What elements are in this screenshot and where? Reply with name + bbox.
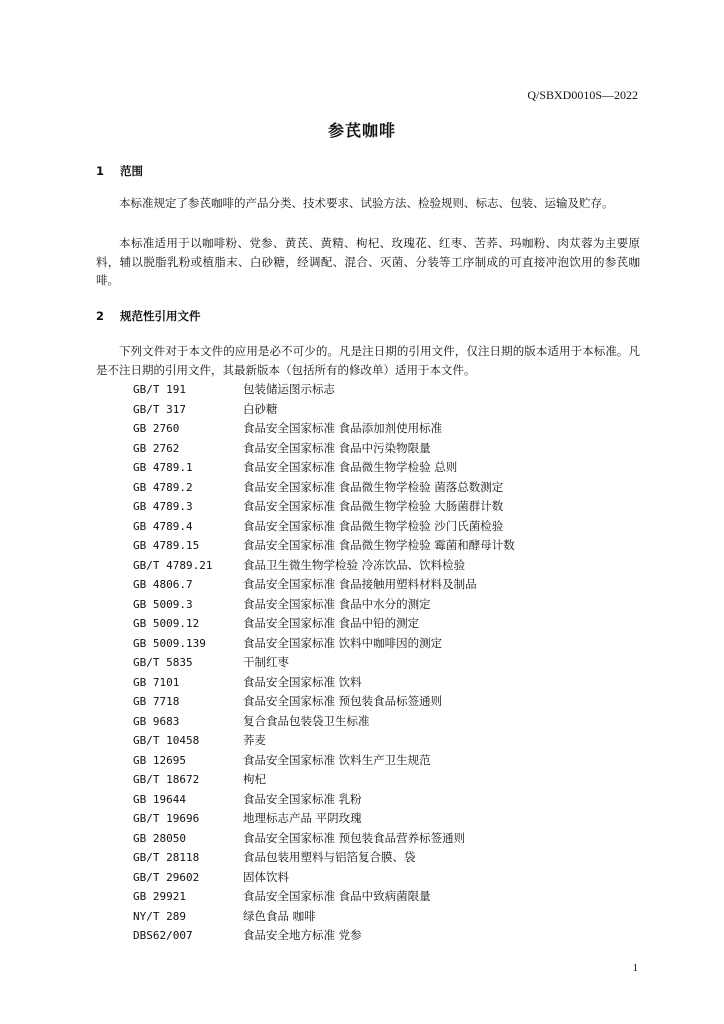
reference-title: 食品安全地方标准 党参 [243,928,362,942]
reference-row [133,692,515,712]
section-title: 规范性引用文件 [120,309,201,323]
reference-row [133,380,515,400]
reference-list [133,380,515,946]
reference-code: GB 4789.15 [133,539,200,552]
reference-code: GB 7101 [133,675,180,689]
reference-title: 食品安全国家标准 预包装食品标签通则 [243,694,443,708]
reference-title: 食品安全国家标准 饮料生产卫生规范 [243,752,431,767]
reference-title: 食品安全国家标准 饮料 [243,674,362,689]
reference-title: 食品包装用塑料与铝箔复合膜、袋 [243,850,416,864]
reference-title: 食品安全国家标准 食品中水分的测定 [243,596,431,611]
reference-title: 食品安全国家标准 食品微生物学检验 总则 [243,460,458,474]
reference-code: GB/T 28118 [133,851,200,864]
reference-code: GB 4806.7 [133,578,193,591]
reference-code: GB 4789.1 [133,461,193,474]
reference-title: 绿色食品 咖啡 [243,908,316,923]
reference-title: 食品安全国家标准 饮料中咖啡因的测定 [243,635,443,650]
reference-row [133,458,515,478]
reference-title: 食品卫生微生物学检验 冷冻饮品、饮料检验 [243,557,466,572]
reference-code: GB 5009.3 [133,597,193,611]
reference-title: 食品安全国家标准 食品中污染物限量 [243,440,431,455]
reference-title: 食品安全国家标准 食品接触用塑料材料及制品 [243,577,477,591]
reference-code: GB 28050 [133,831,186,845]
reference-code: NY/T 289 [133,909,186,923]
reference-title: 复合食品包装袋卫生标准 [243,713,370,728]
reference-row [133,614,515,634]
section-title: 范围 [120,164,143,178]
reference-code: GB 7718 [133,695,180,708]
reference-row [133,848,515,868]
page-number: 1 [632,962,638,974]
reference-title: 包装储运图示标志 [243,382,335,396]
reference-title: 白砂糖 [243,401,278,416]
reference-row [133,926,515,946]
reference-title: 食品安全国家标准 食品中铅的测定 [243,616,420,630]
reference-row [133,673,515,693]
reference-title: 食品安全国家标准 食品微生物学检验 沙门氏菌检验 [243,518,504,533]
reference-code: GB/T 29602 [133,870,200,884]
reference-code: GB 2762 [133,441,180,455]
reference-code: DBS62/007 [133,929,193,942]
reference-row [133,536,515,556]
reference-row [133,497,515,517]
reference-row [133,829,515,849]
document-title: 参芪咖啡 [327,121,396,140]
reference-row [133,556,515,576]
reference-title: 食品安全国家标准 食品微生物学检验 霉菌和酵母计数 [243,538,515,552]
reference-code: GB 29921 [133,890,186,903]
reference-row [133,712,515,732]
reference-row [133,634,515,654]
section-heading-normative-references [96,308,201,324]
reference-code: GB 5009.12 [133,617,200,630]
reference-title: 食品安全国家标准 食品添加剂使用标准 [243,421,443,435]
reference-row [133,790,515,810]
reference-code: GB 4789.2 [133,480,193,494]
reference-title: 食品安全国家标准 食品微生物学检验 大肠菌群计数 [243,499,504,513]
reference-code: GB/T 19696 [133,812,200,825]
reference-row [133,868,515,888]
reference-code: GB/T 5835 [133,656,193,669]
reference-code: GB 4789.3 [133,500,193,513]
reference-title: 食品安全国家标准 乳粉 [243,791,362,806]
reference-title: 地理标志产品 平阴玫瑰 [243,811,362,825]
reference-row [133,595,515,615]
reference-title: 食品安全国家标准 食品微生物学检验 菌落总数测定 [243,479,504,494]
reference-row [133,731,515,751]
reference-code: GB/T 4789.21 [133,558,213,572]
scope-paragraph-1: 本标准规定了参芪咖啡的产品分类、技术要求、试验方法、检验规则、标志、包装、运输及贮存。 [119,196,614,210]
reference-title: 固体饮料 [243,869,289,884]
reference-row [133,517,515,537]
reference-title: 枸杞 [243,772,266,786]
references-intro-paragraph: 下列文件对于本文件的应用是必不可少的。凡是注日期的引用文件，仅注日期的版本适用于本标准。凡是不注日期的引用文件，其最新版本（包括所有的修改单）适用于本文件。 [96,344,640,377]
reference-row [133,751,515,771]
section-heading-scope [96,163,143,179]
reference-row [133,439,515,459]
reference-row [133,575,515,595]
reference-row [133,653,515,673]
reference-code: GB 4789.4 [133,519,193,533]
reference-title: 食品安全国家标准 预包装食品营养标签通则 [243,830,466,845]
reference-row [133,770,515,790]
reference-title: 食品安全国家标准 食品中致病菌限量 [243,889,431,903]
standard-code: Q/SBXD0010S—2022 [527,88,638,102]
reference-code: GB/T 317 [133,402,186,416]
reference-row [133,907,515,927]
reference-code: GB/T 10458 [133,734,200,747]
reference-code: GB 5009.139 [133,636,206,650]
reference-code: GB 19644 [133,792,186,806]
reference-row [133,478,515,498]
reference-code: GB/T 191 [133,383,186,396]
reference-title: 干制红枣 [243,655,289,669]
section-number: 1 [96,164,105,178]
reference-code: GB/T 18672 [133,773,200,786]
reference-row [133,887,515,907]
reference-title: 荞麦 [243,733,266,747]
reference-row [133,419,515,439]
reference-row [133,809,515,829]
reference-code: GB 2760 [133,422,180,435]
scope-paragraph-2: 本标准适用于以咖啡粉、党参、黄芪、黄精、枸杞、玫瑰花、红枣、苦荞、玛咖粉、肉苁蓉为主要原料，辅以脱脂乳粉或植脂末、白砂糖，经调配、混合、灭菌、分装等工序制成的可直接冲泡饮用的参芪咖啡。 [96,236,640,287]
reference-code: GB 12695 [133,753,186,767]
reference-code: GB 9683 [133,714,180,728]
section-number: 2 [96,309,105,323]
reference-row [133,400,515,420]
